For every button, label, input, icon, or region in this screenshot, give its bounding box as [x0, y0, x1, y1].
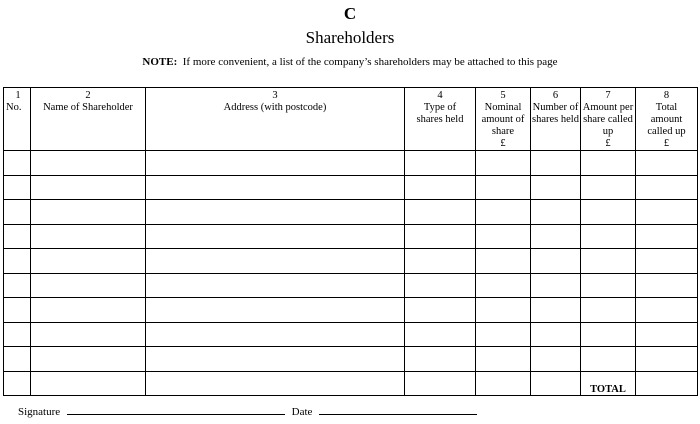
cell-type[interactable]	[405, 151, 476, 176]
col-number: 5	[500, 90, 506, 101]
cell-type[interactable]	[405, 175, 476, 200]
col-unit: £	[663, 138, 670, 149]
cell-nominal[interactable]	[476, 151, 531, 176]
cell-number[interactable]	[531, 273, 581, 298]
cell-name[interactable]	[31, 249, 146, 274]
cell-no[interactable]	[4, 371, 31, 396]
col-label: Address (with postcode)	[223, 102, 327, 113]
table-row	[4, 249, 698, 274]
cell-number[interactable]	[531, 371, 581, 396]
cell-type[interactable]	[405, 200, 476, 225]
col-number: 2	[85, 90, 91, 101]
cell-type[interactable]	[405, 322, 476, 347]
cell-amount-per-share[interactable]	[581, 249, 636, 274]
shareholders-table	[3, 87, 698, 396]
cell-nominal[interactable]	[476, 347, 531, 372]
col-number: 4	[437, 90, 443, 101]
cell-name[interactable]	[31, 322, 146, 347]
cell-name[interactable]	[31, 200, 146, 225]
cell-no[interactable]	[4, 249, 31, 274]
col-number: 7	[605, 90, 611, 101]
cell-no[interactable]	[4, 273, 31, 298]
table-row	[4, 298, 698, 323]
col-header-no	[4, 88, 31, 151]
col-label: Number of shares held	[532, 102, 579, 125]
cell-name[interactable]	[31, 371, 146, 396]
cell-nominal[interactable]	[476, 273, 531, 298]
table-row	[4, 200, 698, 225]
col-header-total-amount	[636, 88, 698, 151]
cell-total-amount[interactable]	[636, 249, 698, 274]
cell-address[interactable]	[146, 298, 405, 323]
cell-total-amount[interactable]	[636, 224, 698, 249]
cell-address[interactable]	[146, 347, 405, 372]
cell-number[interactable]	[531, 298, 581, 323]
cell-amount-per-share[interactable]	[581, 273, 636, 298]
cell-amount-per-share[interactable]	[581, 200, 636, 225]
cell-number[interactable]	[531, 175, 581, 200]
signature-field[interactable]	[67, 404, 285, 415]
cell-amount-per-share[interactable]	[581, 175, 636, 200]
col-label: Type of shares held	[416, 102, 464, 125]
cell-total-amount[interactable]	[636, 273, 698, 298]
cell-no[interactable]	[4, 151, 31, 176]
cell-nominal[interactable]	[476, 200, 531, 225]
cell-address[interactable]	[146, 322, 405, 347]
cell-name[interactable]	[31, 298, 146, 323]
table-row	[4, 224, 698, 249]
cell-no[interactable]	[4, 224, 31, 249]
cell-number[interactable]	[531, 151, 581, 176]
cell-no[interactable]	[4, 175, 31, 200]
table-body	[4, 151, 698, 396]
cell-name[interactable]	[31, 347, 146, 372]
table-row	[4, 273, 698, 298]
cell-address[interactable]	[146, 371, 405, 396]
cell-type[interactable]	[405, 273, 476, 298]
col-label: No.	[6, 102, 22, 113]
col-label: Nominal amount of share	[481, 102, 525, 137]
cell-amount-per-share[interactable]	[581, 322, 636, 347]
cell-amount-per-share[interactable]	[581, 151, 636, 176]
cell-total-amount[interactable]	[636, 298, 698, 323]
cell-number[interactable]	[531, 224, 581, 249]
cell-address[interactable]	[146, 175, 405, 200]
date-field[interactable]	[319, 404, 477, 415]
col-unit: £	[605, 138, 611, 149]
cell-total-amount[interactable]	[636, 175, 698, 200]
cell-no[interactable]	[4, 347, 31, 372]
cell-address[interactable]	[146, 224, 405, 249]
table-row	[4, 371, 698, 396]
cell-name[interactable]	[31, 151, 146, 176]
cell-nominal[interactable]	[476, 249, 531, 274]
total-label: TOTAL	[581, 371, 636, 396]
table-row	[4, 347, 698, 372]
col-header-nominal	[476, 88, 531, 151]
cell-number[interactable]	[531, 200, 581, 225]
cell-number[interactable]	[531, 249, 581, 274]
cell-nominal[interactable]	[476, 224, 531, 249]
cell-nominal[interactable]	[476, 298, 531, 323]
cell-nominal[interactable]	[476, 371, 531, 396]
cell-no[interactable]	[4, 298, 31, 323]
signature-label: Signature	[18, 406, 61, 418]
date-label: Date	[291, 406, 313, 418]
col-header-type	[405, 88, 476, 151]
table-row	[4, 151, 698, 176]
col-number: 8	[663, 90, 670, 101]
col-label: Total amount called up	[647, 102, 686, 137]
col-unit: £	[500, 138, 506, 149]
note	[0, 56, 700, 68]
cell-name[interactable]	[31, 224, 146, 249]
note-text: If more convenient, a list of the company’s shareholders may be attached to this page	[182, 56, 558, 68]
cell-address[interactable]	[146, 249, 405, 274]
col-number: 3	[272, 90, 278, 101]
cell-no[interactable]	[4, 322, 31, 347]
cell-total-amount[interactable]	[636, 322, 698, 347]
header-row	[4, 88, 698, 151]
cell-amount-per-share[interactable]	[581, 224, 636, 249]
cell-no[interactable]	[4, 200, 31, 225]
form-title: Shareholders	[305, 28, 395, 47]
cell-total-amount[interactable]	[636, 151, 698, 176]
cell-type[interactable]	[405, 249, 476, 274]
cell-address[interactable]	[146, 151, 405, 176]
table-row	[4, 322, 698, 347]
cell-address[interactable]	[146, 273, 405, 298]
cell-name[interactable]	[31, 273, 146, 298]
cell-type[interactable]	[405, 371, 476, 396]
col-header-number	[531, 88, 581, 151]
table-row	[4, 175, 698, 200]
cell-total-amount[interactable]	[636, 347, 698, 372]
cell-number[interactable]	[531, 322, 581, 347]
cell-total-amount[interactable]	[636, 371, 698, 396]
cell-type[interactable]	[405, 224, 476, 249]
cell-address[interactable]	[146, 200, 405, 225]
cell-number[interactable]	[531, 347, 581, 372]
note-label: NOTE:	[142, 56, 178, 68]
cell-total-amount[interactable]	[636, 200, 698, 225]
col-label: Amount per share called up	[582, 102, 634, 137]
cell-name[interactable]	[31, 175, 146, 200]
col-header-name	[31, 88, 146, 151]
cell-nominal[interactable]	[476, 175, 531, 200]
cell-amount-per-share[interactable]	[581, 298, 636, 323]
signature-line	[18, 404, 481, 418]
col-label: Name of Shareholder	[43, 102, 133, 113]
col-number: 6	[552, 90, 559, 101]
cell-type[interactable]	[405, 298, 476, 323]
col-number: 1	[15, 90, 21, 101]
section-letter: C	[343, 4, 357, 23]
col-header-address	[146, 88, 405, 151]
cell-nominal[interactable]	[476, 322, 531, 347]
col-header-amount-per-share	[581, 88, 636, 151]
cell-type[interactable]	[405, 347, 476, 372]
cell-amount-per-share[interactable]	[581, 347, 636, 372]
